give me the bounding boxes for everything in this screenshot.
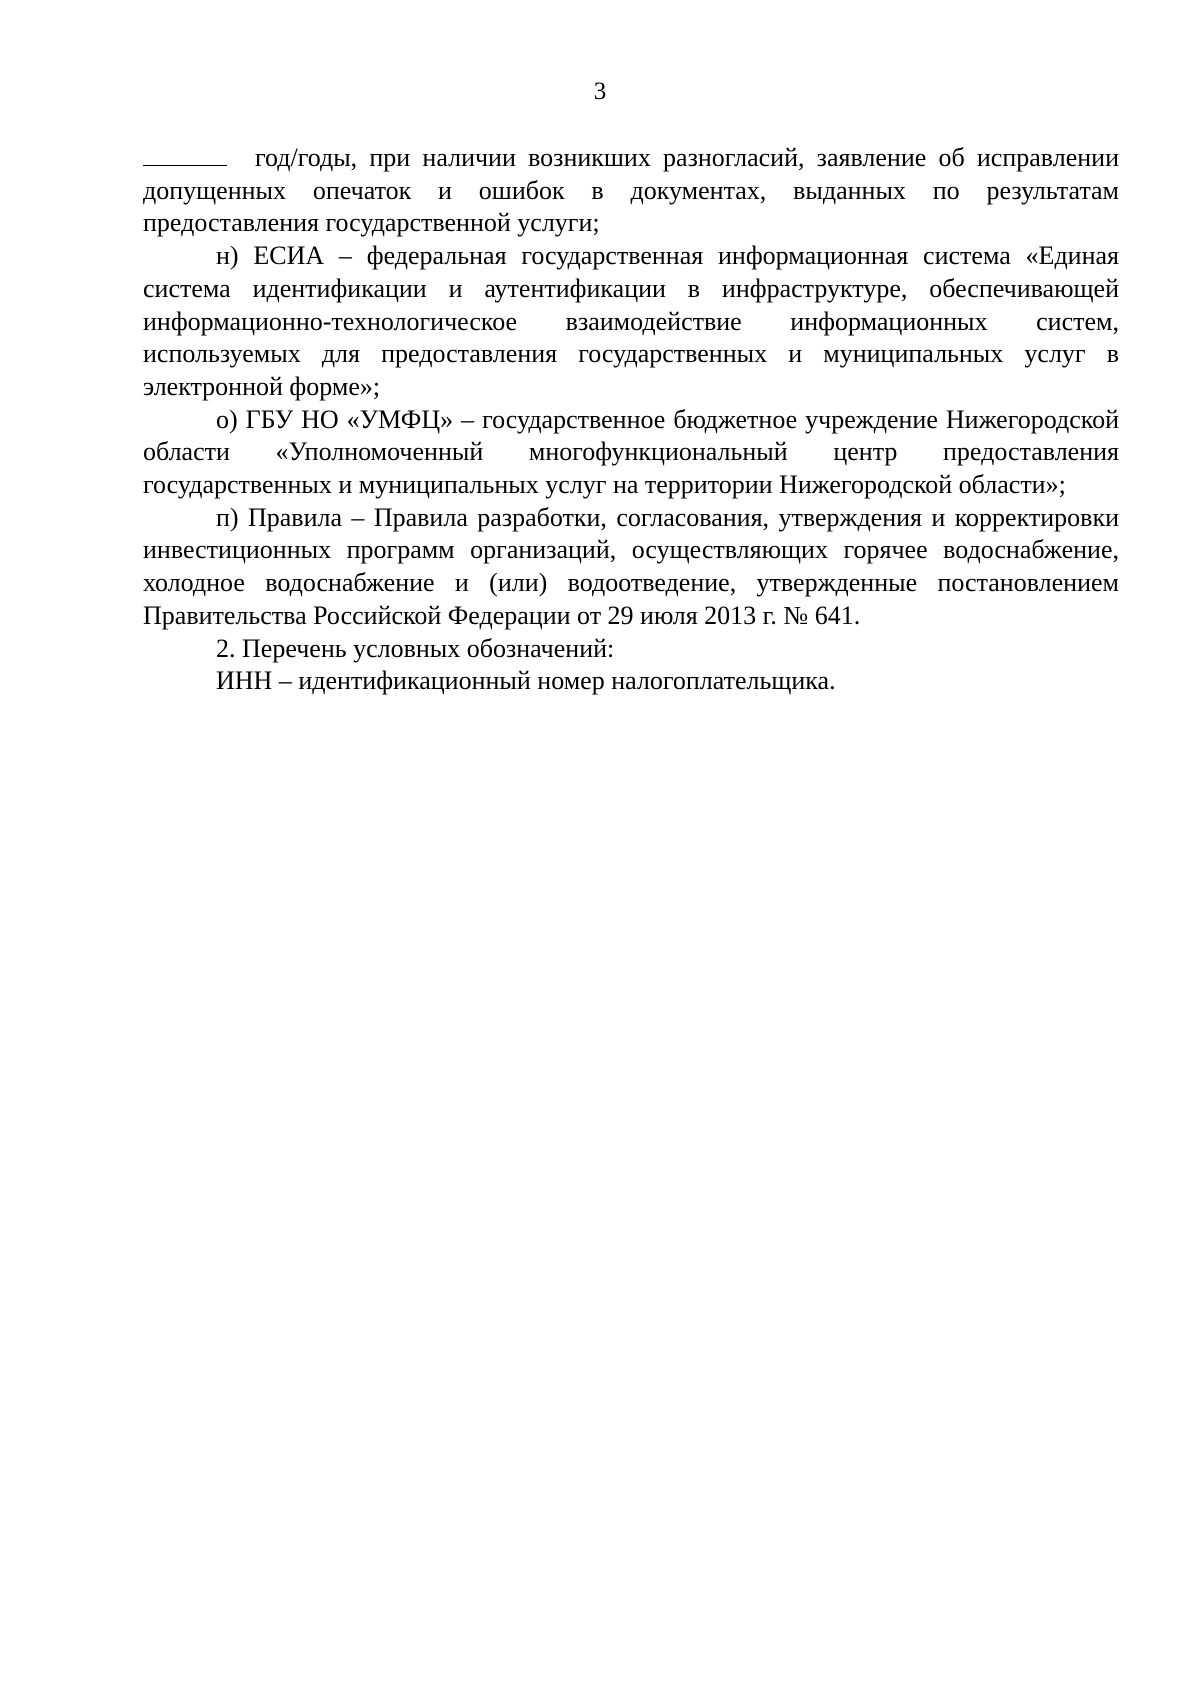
paragraph-continuation-text: год/годы, при наличии возникших разногласий, заявление об исправлении допущенных опечаток и ошибок в документах, выданных по результатам предоставления государственной услуги;	[143, 143, 1119, 238]
page-number: 3	[593, 78, 607, 105]
paragraph-abbr-inn: ИНН – идентификационный номер налогоплательщика.	[216, 666, 836, 696]
paragraph-item-n: н) ЕСИА – федеральная государственная информационная система «Единая система идентификации и аутентификации в инфраструктуре, обеспечивающей информационно-технологическое взаимодействие информационных систем, используемых для предоставления государственных и муниципальных услуг в электронной форме»;	[143, 241, 1119, 401]
paragraph-item-p: п) Правила – Правила разработки, согласования, утверждения и корректировки инвестиционных программ организаций, осуществляющих горячее водоснабжение, холодное водоснабжение и (или) водоотведение, утвержденные постановлением Правительства Российской Федерации от 29 июля 2013 г. № 641.	[143, 502, 1119, 630]
blank-fill-line	[143, 141, 227, 166]
section-heading-abbreviations: 2. Перечень условных обозначений:	[216, 633, 615, 663]
document-body	[143, 141, 1119, 698]
paragraph-item-o: о) ГБУ НО «УМФЦ» – государственное бюджетное учреждение Нижегородской области «Уполномоченный многофункциональный центр предоставления государственных и муниципальных услуг на территории Нижегородской области»;	[143, 404, 1119, 500]
paragraph-continuation	[143, 141, 1119, 240]
